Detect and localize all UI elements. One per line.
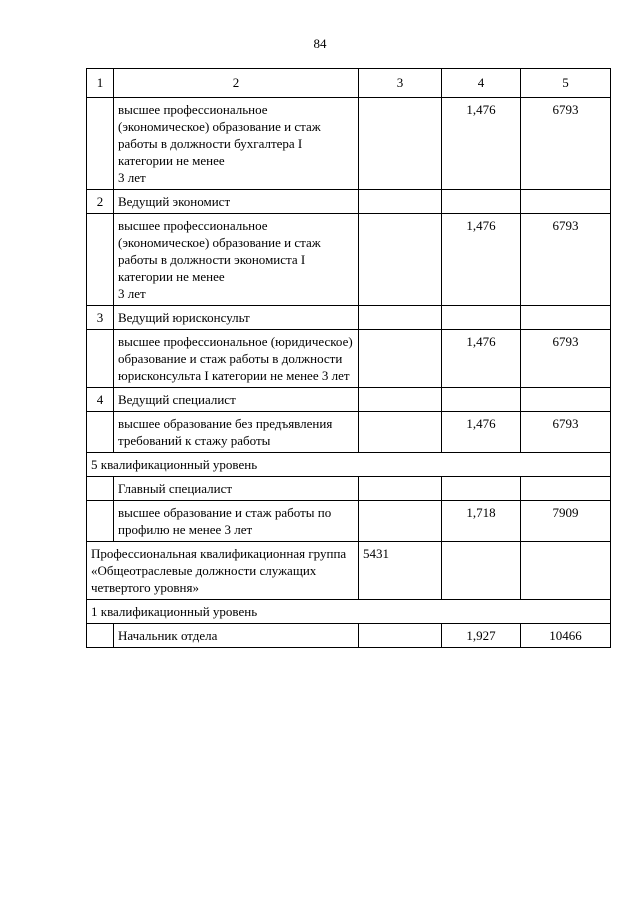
group-salary	[359, 501, 442, 542]
group-salary	[359, 412, 442, 453]
coefficient: 1,476	[442, 330, 521, 388]
row-number	[87, 98, 114, 190]
salary: 6793	[521, 98, 611, 190]
salary-table	[86, 68, 611, 648]
table-row	[87, 98, 611, 190]
row-number: 3	[87, 306, 114, 330]
coefficient: 1,476	[442, 98, 521, 190]
salary: 6793	[521, 412, 611, 453]
table-header-row	[87, 69, 611, 98]
qualification-level-title: 5 квалификационный уровень	[87, 453, 611, 477]
header-col-5: 5	[521, 69, 611, 98]
table-row	[87, 330, 611, 388]
table-row	[87, 388, 611, 412]
group-salary	[359, 388, 442, 412]
level-row	[87, 600, 611, 624]
table-row	[87, 214, 611, 306]
group-salary	[359, 306, 442, 330]
header-col-3: 3	[359, 69, 442, 98]
salary: 10466	[521, 624, 611, 648]
salary	[521, 388, 611, 412]
salary	[521, 190, 611, 214]
header-col-2: 2	[114, 69, 359, 98]
coefficient: 1,718	[442, 501, 521, 542]
level-row	[87, 453, 611, 477]
row-number	[87, 214, 114, 306]
coefficient	[442, 477, 521, 501]
table-row	[87, 306, 611, 330]
row-number	[87, 501, 114, 542]
position-title: Ведущий юрисконсульт	[114, 306, 359, 330]
header-col-1: 1	[87, 69, 114, 98]
salary	[521, 477, 611, 501]
coefficient: 1,476	[442, 412, 521, 453]
salary: 6793	[521, 214, 611, 306]
header-col-4: 4	[442, 69, 521, 98]
salary	[521, 542, 611, 600]
position-title: Ведущий специалист	[114, 388, 359, 412]
coefficient	[442, 306, 521, 330]
table-row	[87, 624, 611, 648]
coefficient: 1,476	[442, 214, 521, 306]
qualification-group-title: Профессиональная квалификационная группа «Общеотраслевые должности служащих четвертого уровня»	[87, 542, 359, 600]
salary	[521, 306, 611, 330]
table-row	[87, 412, 611, 453]
position-requirements: высшее образование и стаж работы по профилю не менее 3 лет	[114, 501, 359, 542]
group-salary	[359, 190, 442, 214]
table-row	[87, 477, 611, 501]
salary: 6793	[521, 330, 611, 388]
coefficient	[442, 542, 521, 600]
salary: 7909	[521, 501, 611, 542]
position-title: Ведущий экономист	[114, 190, 359, 214]
group-salary	[359, 330, 442, 388]
coefficient	[442, 388, 521, 412]
row-number	[87, 330, 114, 388]
position-title: Начальник отдела	[114, 624, 359, 648]
coefficient	[442, 190, 521, 214]
qualification-level-title: 1 квалификационный уровень	[87, 600, 611, 624]
row-number: 2	[87, 190, 114, 214]
row-number: 4	[87, 388, 114, 412]
group-row	[87, 542, 611, 600]
group-salary: 5431	[359, 542, 442, 600]
position-requirements: высшее профессиональное (экономическое) образование и стаж работы в должности экономиста I категории не менее 3 лет	[114, 214, 359, 306]
page-number: 84	[313, 36, 327, 51]
group-salary	[359, 624, 442, 648]
row-number	[87, 477, 114, 501]
table-row	[87, 501, 611, 542]
position-requirements: высшее образование без предъявления требований к стажу работы	[114, 412, 359, 453]
position-requirements: высшее профессиональное (юридическое) образование и стаж работы в должности юрисконсульта I категории не менее 3 лет	[114, 330, 359, 388]
coefficient: 1,927	[442, 624, 521, 648]
position-requirements: высшее профессиональное (экономическое) образование и стаж работы в должности бухгалтера I категории не менее 3 лет	[114, 98, 359, 190]
row-number	[87, 412, 114, 453]
position-title: Главный специалист	[114, 477, 359, 501]
row-number	[87, 624, 114, 648]
group-salary	[359, 214, 442, 306]
table-row	[87, 190, 611, 214]
group-salary	[359, 98, 442, 190]
group-salary	[359, 477, 442, 501]
